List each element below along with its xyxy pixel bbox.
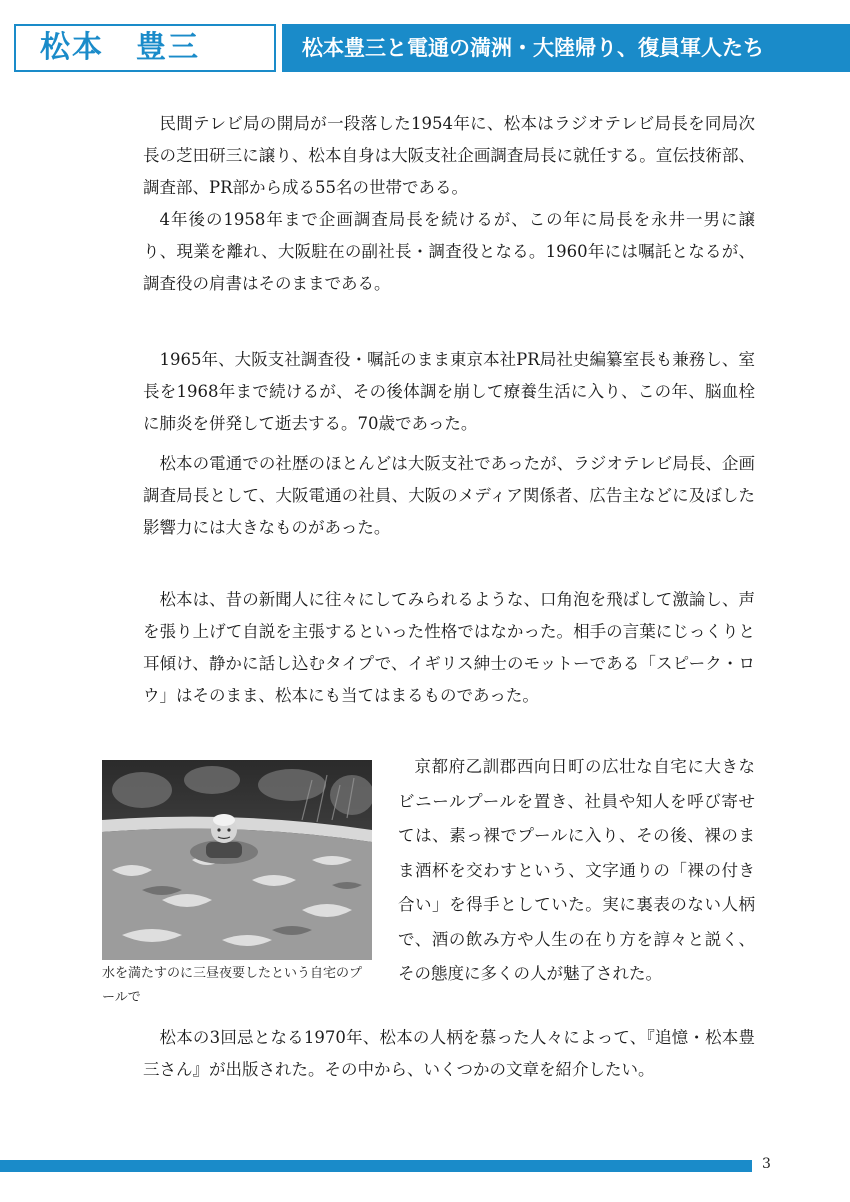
- header-title-bar: [282, 24, 850, 72]
- page-number: 3: [762, 1156, 771, 1172]
- paragraph-4: 松本の電通での社歴のほとんどは大阪支社であったが、ラジオテレビ局長、企画調査局長として、大阪電通の社員、大阪のメディア関係者、広告主などに及ぼした影響力には大きなものがあった。: [143, 454, 755, 537]
- footer-bar: [0, 1160, 752, 1172]
- paragraph-2: 4年後の1958年まで企画調査局長を続けるが、この年に局長を永井一男に譲り、現業を離れ、大阪駐在の副社長・調査役となる。1960年には嘱託となるが、調査役の肩書はそのままである。: [143, 210, 755, 293]
- header-name: 松本 豊三: [40, 30, 200, 65]
- paragraph-5: 松本は、昔の新聞人に往々にしてみられるような、口角泡を飛ばして激論し、声を張り上げて自説を主張するといった性格ではなかった。相手の言葉にじっくりと耳傾け、静かに話し込むタイプで、イギリス紳士のモットーである「スピーク・ロウ」はそのまま、松本にも当てはまるものであった。: [143, 590, 755, 705]
- photo-caption: 水を満たすのに三昼夜要したという自宅のプールで: [102, 966, 363, 1005]
- paragraph-7: 松本の3回忌となる1970年、松本の人柄を慕った人々によって、『追憶・松本豊三さん』が出版された。その中から、いくつかの文章を紹介したい。: [143, 1028, 755, 1079]
- paragraph-3: 1965年、大阪支社調査役・嘱託のまま東京本社PR局社史編纂室長も兼務し、室長を1968年まで続けるが、その後体調を崩して療養生活に入り、この年、脳血栓に肺炎を併発して逝去する。70歳であった。: [143, 350, 755, 433]
- header-title: 松本豊三と電通の満洲・大陸帰り、復員軍人たち: [302, 36, 764, 60]
- paragraph-1: 民間テレビ局の開局が一段落した1954年に、松本はラジオテレビ局長を同局次長の芝田研三に譲り、松本自身は大阪支社企画調査局長に就任する。宣伝技術部、調査部、PR部から成る55名の世帯である。: [143, 114, 755, 197]
- pool-photo: [102, 760, 372, 960]
- paragraph-6: 京都府乙訓郡西向日町の広壮な自宅に大きなビニールプールを置き、社員や知人を呼び寄せては、素っ裸でプールに入り、その後、裸のまま酒杯を交わすという、文字通りの「裸の付き合い」を得手としていた。実に裏表のない人柄で、酒の飲み方や人生の在り方を諄々と説く、その態度に多くの人が魅了された。: [398, 757, 755, 983]
- header-name-box: [14, 24, 276, 72]
